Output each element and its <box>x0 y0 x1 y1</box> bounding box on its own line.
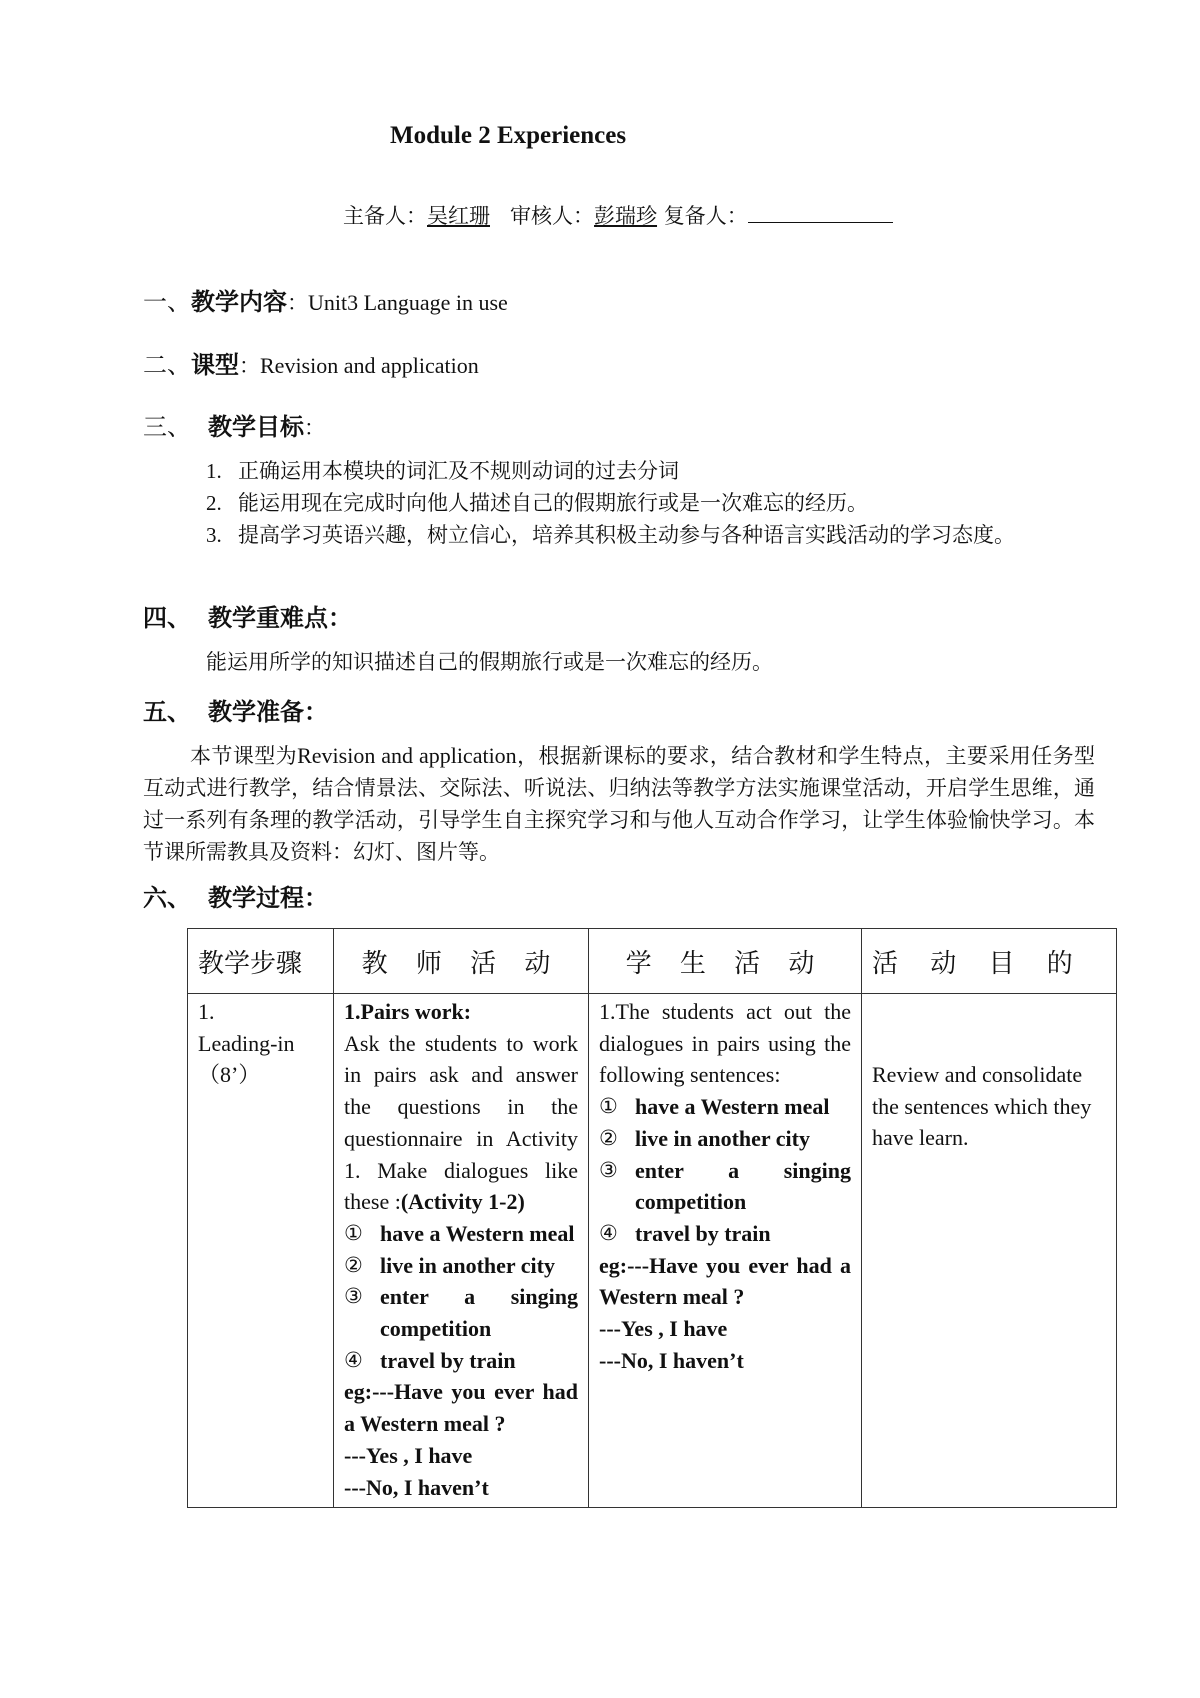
section-heading: 教学准备 <box>208 697 304 726</box>
section-number: 六、 <box>143 883 191 912</box>
section-number: 一、 <box>143 288 191 316</box>
section-separator: ： <box>328 603 352 632</box>
preparation-paragraph: 本节课型为Revision and application，根据新课标的要求，结合教材和学生特点，主要采用任务型互动式进行教学，结合情景法、交际法、听说法、归纳法等教学方法实施课堂活动，开启学生思维，通过一系列有条理的教学活动，引导学生自主探究学习和与他人互动合作学习，让学生体验愉快学习。本节课所需教具及资料：幻灯、图片等。 <box>143 743 1096 864</box>
section-heading: 课型 <box>191 350 239 379</box>
section-goals <box>143 407 325 442</box>
student-activity-cell: 1.The students act out the dialogues in pairs using the following sentences: ① have a Western meal ② live in another city ③ enter a singing competition ④ travel by train eg:---Have you ever had a Western meal ? ---Yes , I have ---No, I haven’t <box>589 994 862 1508</box>
section-number: 四、 <box>143 603 191 632</box>
section-process <box>143 878 328 913</box>
section-number: 三、 <box>143 413 191 441</box>
reviewer-name: 彭瑞珍 <box>594 204 658 228</box>
backup-preparer-label: 复备人： <box>663 204 748 228</box>
main-preparer-name: 吴红珊 <box>427 204 490 228</box>
table-header-row <box>188 929 1117 994</box>
list-item: ① have a Western meal <box>344 1220 575 1246</box>
main-preparer-label: 主备人： <box>343 204 427 228</box>
key-point-text: 能运用所学的知识描述自己的假期旅行或是一次难忘的经历。 <box>206 650 773 674</box>
section-content <box>143 282 508 317</box>
section-heading: 教学重难点 <box>208 603 328 632</box>
list-item: ③ enter a singing competition <box>344 1284 578 1342</box>
reviewer-label: 审核人： <box>510 204 595 228</box>
section-key-points <box>143 598 352 633</box>
list-item: ③ enter a singing competition <box>599 1157 851 1215</box>
list-item: ④ travel by train <box>344 1347 516 1373</box>
header-purpose: 活 动 目 的 <box>862 929 1117 994</box>
step-cell: 1. Leading-in （8’） <box>188 994 334 1508</box>
goals-list <box>206 455 1096 551</box>
section-lesson-type <box>143 345 479 380</box>
section-heading: 教学内容 <box>191 287 287 316</box>
header-teacher: 教 师 活 动 <box>334 929 589 994</box>
list-item: 2. 能运用现在完成时向他人描述自己的假期旅行或是一次难忘的经历。 <box>206 491 868 515</box>
table-row <box>188 994 1117 1508</box>
section-number: 二、 <box>143 351 191 379</box>
preparers-line <box>343 200 893 230</box>
header-step: 教学步骤 <box>188 929 334 994</box>
section-separator: ： <box>239 354 260 378</box>
section-separator: ： <box>304 697 328 726</box>
section-separator: ： <box>304 416 325 440</box>
purpose-cell: Review and consolidate the sentences which they have learn. <box>862 994 1117 1508</box>
section-separator: ： <box>304 883 328 912</box>
process-table <box>187 928 1117 1508</box>
section-separator: ： <box>287 291 308 315</box>
section-heading: 教学过程 <box>208 883 304 912</box>
teacher-activity-cell: 1.Pairs work: Ask the students to work in pairs ask and answer the questions in the questionnaire in Activity 1. Make dialogues like these :(Activity 1-2) ① have a Western meal ② live in another city ③ enter a singing competition ④ travel by train eg:---Have you ever had a Western meal ? ---Yes , I have ---No, I haven’t <box>334 994 589 1508</box>
header-student: 学 生 活 动 <box>589 929 862 994</box>
list-item: ① have a Western meal <box>599 1094 830 1120</box>
section-preparation <box>143 692 328 727</box>
section-value: Revision and application <box>260 353 479 378</box>
section-value: Unit3 Language in use <box>308 290 508 315</box>
list-item: ④ travel by train <box>599 1220 771 1246</box>
backup-preparer-blank <box>748 204 893 223</box>
section-heading: 教学目标 <box>208 412 304 441</box>
list-item: ② live in another city <box>344 1252 555 1278</box>
list-item: 1. 正确运用本模块的词汇及不规则动词的过去分词 <box>206 459 679 483</box>
list-item: ② live in another city <box>599 1125 810 1151</box>
list-item: 3. 提高学习英语兴趣，树立信心，培养其积极主动参与各种语言实践活动的学习态度。 <box>206 523 1015 547</box>
section-number: 五、 <box>143 697 191 726</box>
document-title: Module 2 Experiences <box>390 122 627 149</box>
